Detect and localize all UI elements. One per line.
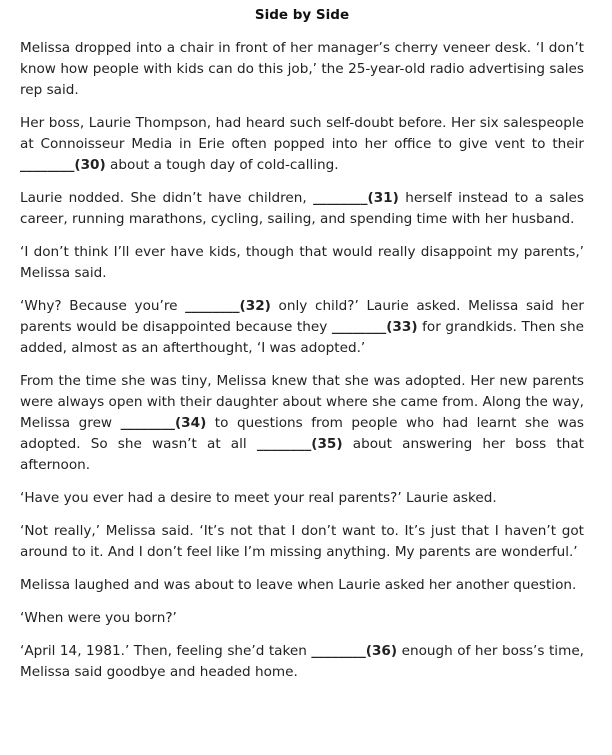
paragraph-text: ‘I don’t think I’ll ever have kids, though that would really disappoint my parents,’ Melissa said. [20, 244, 584, 281]
gap-blank: ________(33) [331, 319, 418, 335]
paragraph-text: ‘Have you ever had a desire to meet your real parents?’ Laurie asked. [20, 490, 497, 506]
paragraph-text: ‘Why? Because you’re [20, 298, 186, 314]
paragraph-text: Melissa laughed and was about to leave when Laurie asked her another question. [20, 577, 577, 593]
gap-blank: ________(31) [313, 190, 399, 206]
paragraph-text: Laurie nodded. She didn’t have children, [20, 190, 314, 206]
gap-blank: ________(36) [311, 643, 398, 659]
story-paragraph [20, 371, 584, 476]
gap-blank: ________(34) [120, 415, 207, 431]
story-paragraph [20, 242, 584, 284]
paragraph-text: to questions from people who had learnt she was adopted. So she wasn’t at all [20, 415, 584, 452]
story-paragraph [20, 641, 584, 683]
paragraph-text: From the time she was tiny, Melissa knew that she was adopted. Her new parents were always open with their daughter about where she came from. Along the way, Melissa grew [20, 373, 584, 431]
story-paragraph [20, 608, 584, 629]
paragraph-text: only child?’ Laurie asked. Melissa said her parents would be disappointed because they [20, 298, 584, 335]
story-paragraph [20, 296, 584, 359]
paragraph-text: Her boss, Laurie Thompson, had heard such self-doubt before. Her six salespeople at Connoisseur Media in Erie often popped into her office to give vent to their [20, 115, 584, 152]
story-paragraph [20, 521, 584, 563]
paragraph-text: about a tough day of cold-calling. [105, 157, 339, 173]
paragraph-text: ‘Not really,’ Melissa said. ‘It’s not that I don’t want to. It’s just that I haven’t got around to it. And I don’t feel like I’m missing anything. My parents are wonderful.’ [20, 523, 584, 560]
story-paragraph [20, 575, 584, 596]
paragraph-text: herself instead to a sales career, running marathons, cycling, sailing, and spending time with her husband. [20, 190, 584, 227]
gap-blank: ________(32) [185, 298, 271, 314]
paragraph-text: for grandkids. Then she added, almost as an afterthought, ‘I was adopted.’ [20, 319, 584, 356]
story-paragraph [20, 488, 584, 509]
gap-blank: ________(35) [256, 436, 343, 452]
story-paragraph [20, 113, 584, 176]
story-paragraph [20, 38, 584, 101]
paragraph-text: ‘April 14, 1981.’ Then, feeling she’d taken [20, 643, 312, 659]
paragraph-text: Melissa dropped into a chair in front of her manager’s cherry veneer desk. ‘I don’t know how people with kids can do this job,’ the 25-year-old radio advertising sales rep said. [20, 40, 584, 98]
story-paragraph [20, 188, 584, 230]
paragraph-text: about answering her boss that afternoon. [20, 436, 584, 473]
gap-blank: ________(30) [20, 157, 106, 173]
paragraph-text: enough of her boss’s time, Melissa said goodbye and headed home. [20, 643, 585, 680]
document-title: Side by Side [254, 7, 350, 23]
story-body [20, 38, 584, 683]
paragraph-text: ‘When were you born?’ [20, 610, 177, 626]
